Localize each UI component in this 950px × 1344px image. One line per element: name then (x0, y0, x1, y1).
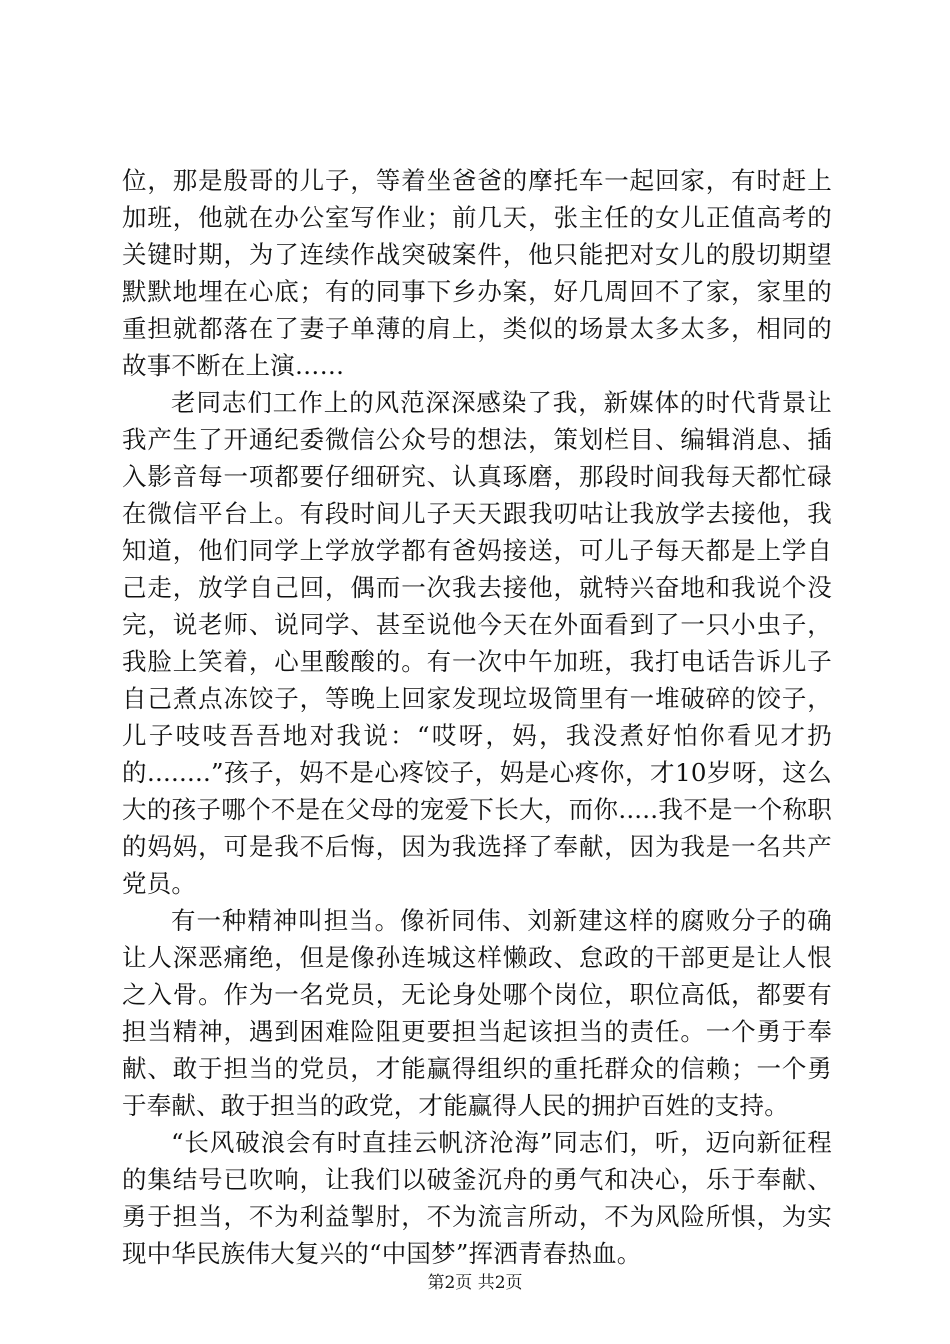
document-body (122, 162, 832, 1272)
paragraph-continuation: 位，那是殷哥的儿子，等着坐爸爸的摩托车一起回家，有时赶上加班，他就在办公室写作业；前几天，张主任的女儿正值高考的关键时期，为了连续作战突破案件，他只能把对女儿的殷切期望默默地埋在心底；有的同事下乡办案，好几周回不了家，家里的重担就都落在了妻子单薄的肩上，类似的场景太多太多，相同的故事不断在上演…… (122, 166, 832, 380)
paragraph-closing: “长风破浪会有时直挂云帆济沧海”同志们，听，迈向新征程的集结号已吹响，让我们以破釜沉舟的勇气和决心，乐于奉献、勇于担当，不为利益掣肘，不为流言所动，不为风险所惧，为实现中华民族伟大复兴的“中国梦”挥洒青春热血。 (122, 1128, 832, 1268)
paragraph-wechat-account: 老同志们工作上的风范深深感染了我，新媒体的时代背景让我产生了开通纪委微信公众号的想法，策划栏目、编辑消息、插入影音每一项都要仔细研究、认真琢磨，那段时间我每天都忙碌在微信平台上。有段时间儿子天天跟我叨咕让我放学去接他，我知道，他们同学上学放学都有爸妈接送，可儿子每天都是上学自己走，放学自己回，偶而一次我去接他，就特兴奋地和我说个没完，说老师、说同学、甚至说他今天在外面看到了一只小虫子，我脸上笑着，心里酸酸的。有一次中午加班，我打电话告诉儿子自己煮点冻饺子，等晚上回家发现垃圾筒里有一堆破碎的饺子，儿子吱吱吾吾地对我说：“哎呀，妈，我没煮好怕你看见才扔的........”孩子，妈不是心疼饺子，妈是心疼你，才10岁呀，这么大的孩子哪个不是在父母的宠爱下长大，而你.....我不是一个称职的妈妈，可是我不后悔，因为我选择了奉献，因为我是一名共产党员。 (122, 388, 832, 898)
paragraph-responsibility: 有一种精神叫担当。像祈同伟、刘新建这样的腐败分子的确让人深恶痛绝，但是像孙连城这样懒政、怠政的干部更是让人恨之入骨。作为一名党员，无论身处哪个岗位，职位高低，都要有担当精神，遇到困难险阻更要担当起该担当的责任。一个勇于奉献、敢于担当的党员，才能赢得组织的重托群众的信赖；一个勇于奉献、敢于担当的政党，才能赢得人民的拥护百姓的支持。 (122, 906, 832, 1120)
page-footer: 第2页 共2页 (427, 1273, 523, 1293)
